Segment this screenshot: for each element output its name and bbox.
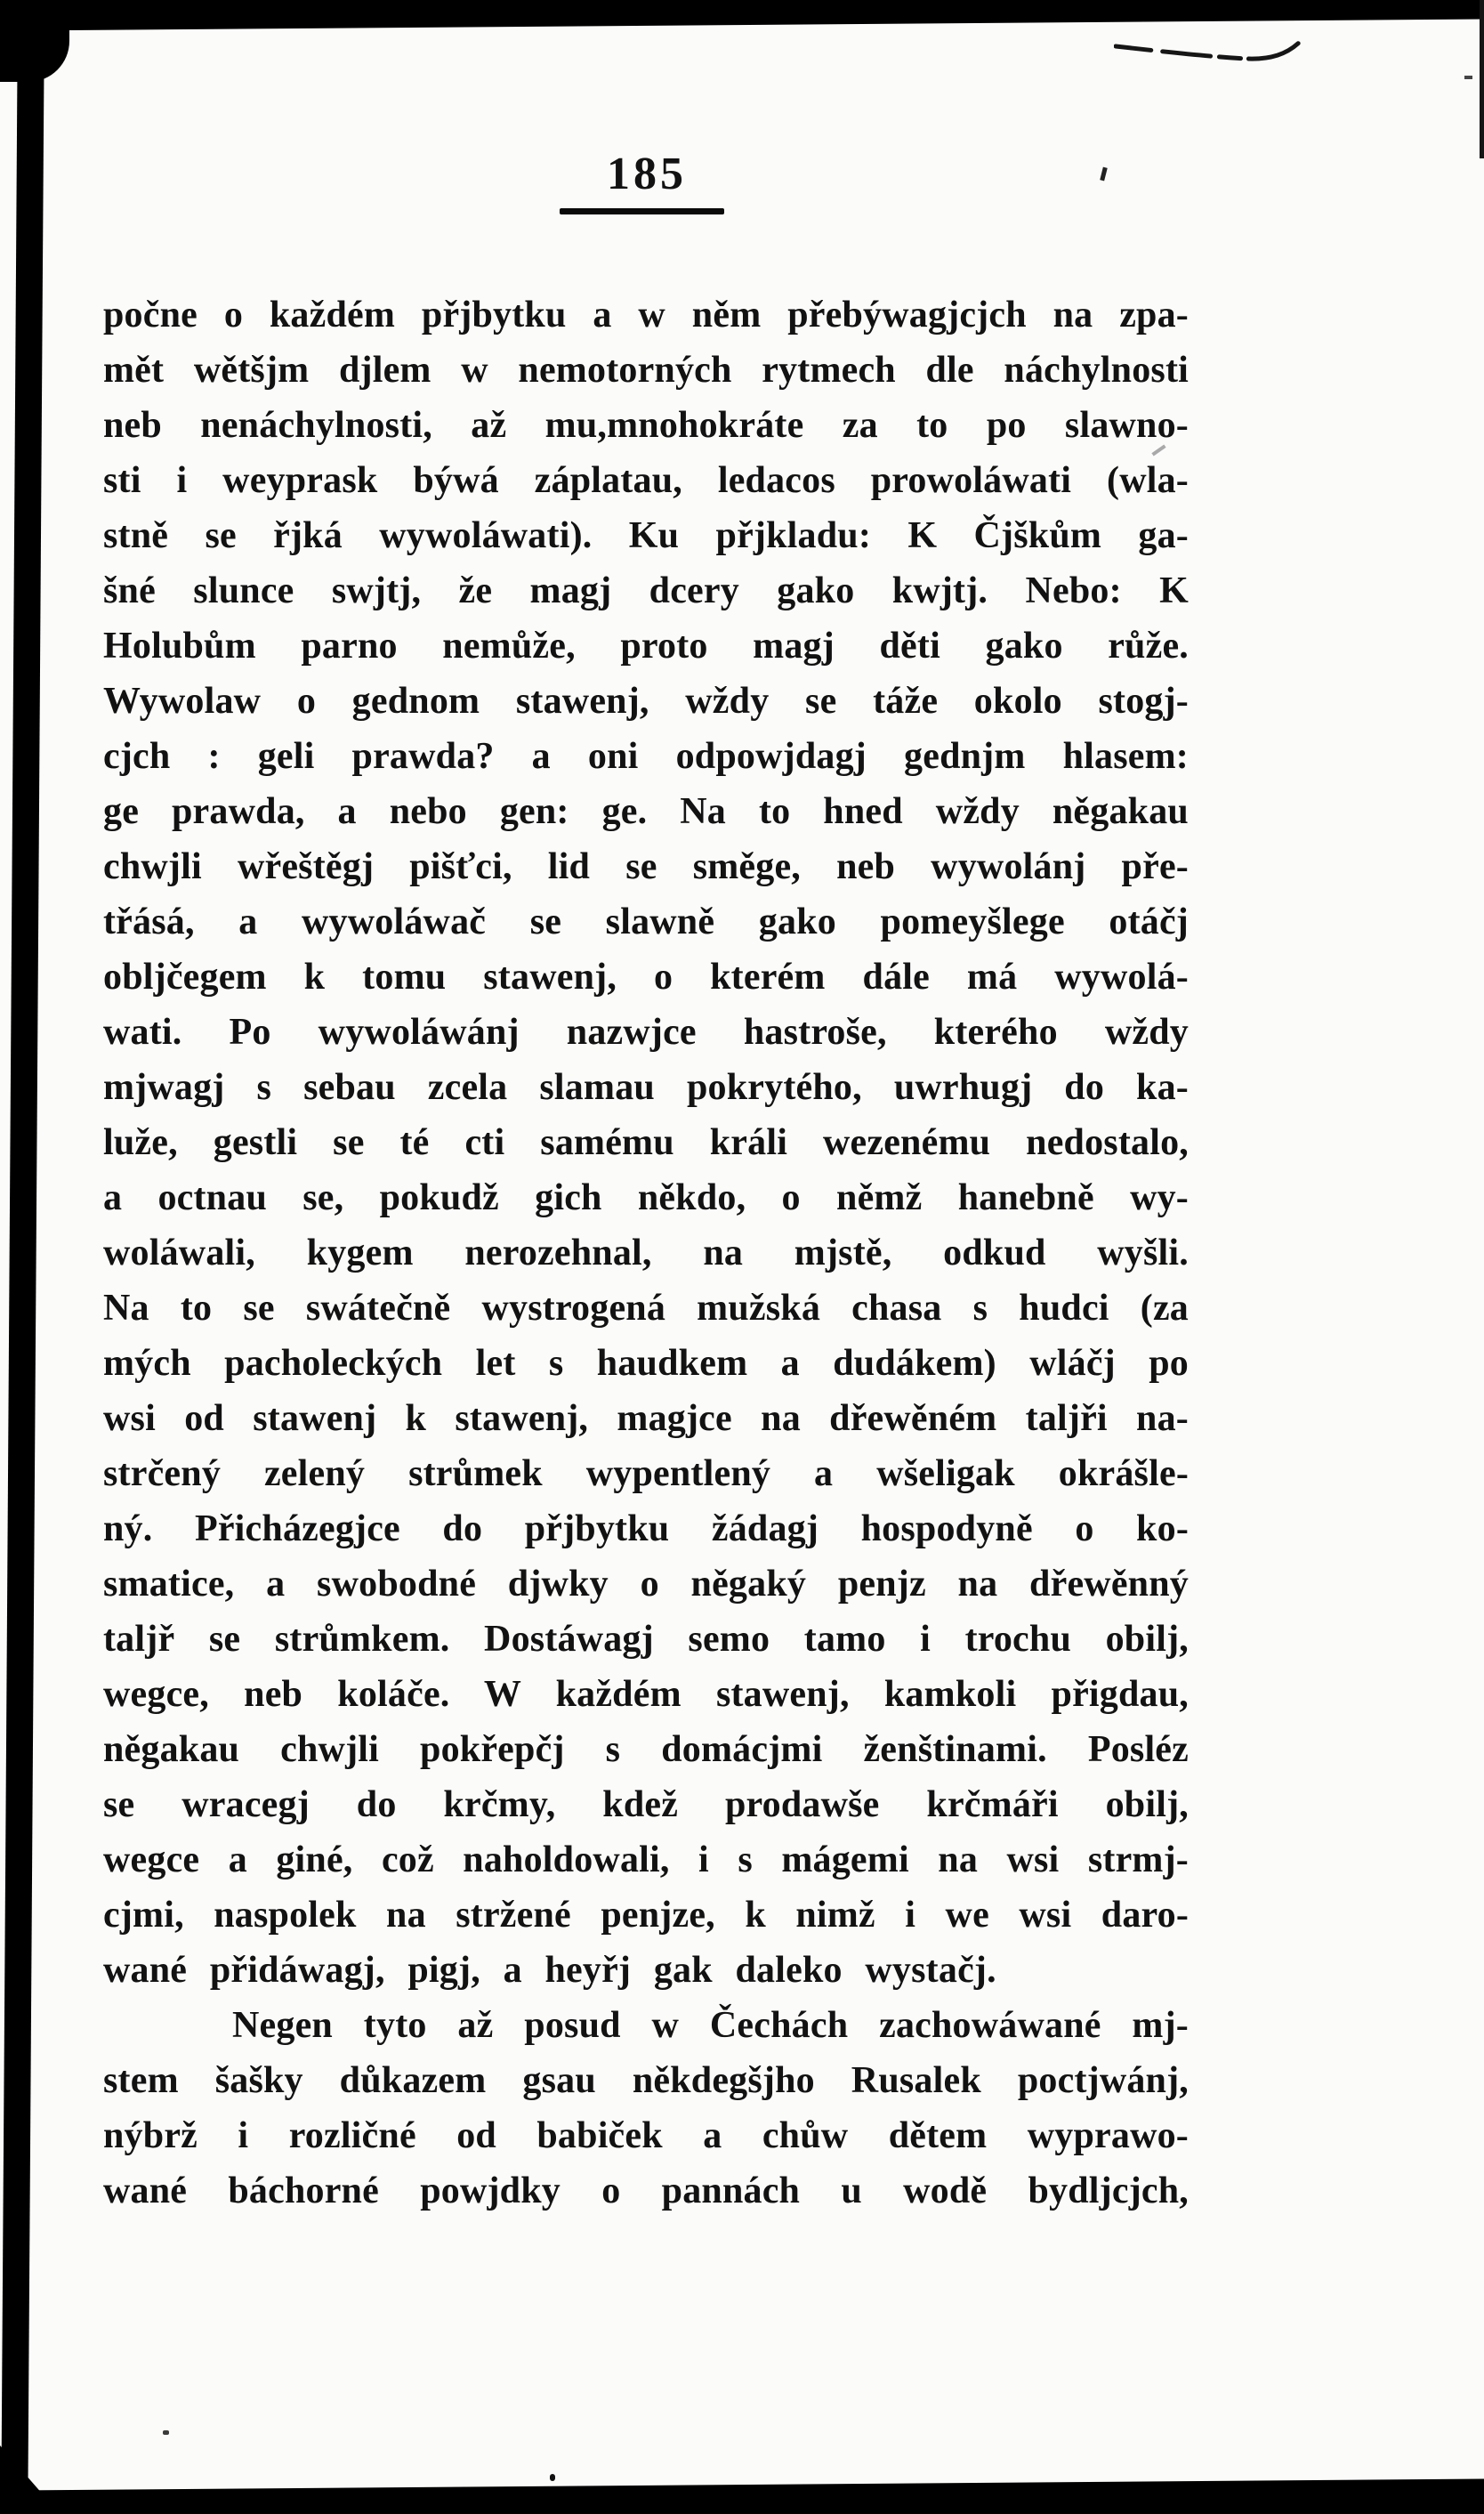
page-number: 185 bbox=[607, 149, 687, 199]
text-line: něgakau chwjli pokřepčj s domácjmi ženštinami. Posléz bbox=[103, 1729, 1189, 1770]
ink-speck bbox=[163, 2430, 169, 2435]
text-line: stně se řjká wywoláwati). Ku přjkladu: K Čjškům ga- bbox=[103, 515, 1189, 556]
top-band-notch bbox=[710, 16, 762, 23]
text-line: wsi od stawenj k stawenj, magjce na dřewěném taljři na- bbox=[103, 1398, 1189, 1439]
text-line: wané přidáwagj, pigj, a heyřj gak daleko wystačj. bbox=[103, 1950, 996, 1991]
text-line: smatice, a swobodné djwky o něgaký penjz na dřewěnný bbox=[103, 1564, 1189, 1605]
text-line: Negen tyto až posud w Čechách zachowáwané mj- bbox=[232, 2005, 1189, 2046]
text-line: ný. Přicházegjce do přjbytku žádagj hospodyně o ko- bbox=[103, 1508, 1189, 1549]
text-line: wegce a giné, což naholdowali, i s mágemi na wsi strmj- bbox=[103, 1839, 1189, 1880]
text-line: woláwali, kygem nerozehnal, na mjstě, odkud wyšli. bbox=[103, 1233, 1189, 1273]
text-line: cjmi, naspolek na stržené penjze, k nimž i we wsi daro- bbox=[103, 1895, 1189, 1936]
text-line: wegce, neb koláče. W každém stawenj, kamkoli přigdau, bbox=[103, 1674, 1189, 1715]
text-line: sti i weyprask býwá záplatau, ledacos prowoláwati (wla- bbox=[103, 460, 1189, 501]
text-line: nýbrž i rozličné od babiček a chůw dětem wyprawo- bbox=[103, 2115, 1189, 2156]
text-line: mět wětšjm djlem w nemotorných rytmech dle náchylnosti bbox=[103, 350, 1189, 391]
text-line: ge prawda, a nebo gen: ge. Na to hned wždy něgakau bbox=[103, 791, 1189, 832]
header-rule bbox=[560, 208, 724, 214]
text-line: stem šašky důkazem gsau někdegšjho Rusalek poctjwánj, bbox=[103, 2060, 1189, 2101]
page-text bbox=[103, 287, 1189, 2219]
text-lines bbox=[103, 287, 1189, 2219]
left-gutter-band bbox=[1, 0, 44, 2514]
text-line: Na to se swátečně wystrogená mužská chasa s hudci (za bbox=[103, 1288, 1189, 1329]
text-line: počne o každém přjbytku a w něm přebýwagjcjch na zpa- bbox=[103, 295, 1189, 335]
ink-speck bbox=[1464, 76, 1472, 79]
text-line: taljř se strůmkem. Dostáwagj semo tamo i trochu obilj, bbox=[103, 1619, 1189, 1660]
ink-speck bbox=[550, 2474, 555, 2481]
text-line: Wywolaw o gednom stawenj, wždy se táže okolo stogj- bbox=[103, 681, 1189, 722]
text-line: třásá, a wywoláwač se slawně gako pomeyšlege otáčj bbox=[103, 901, 1189, 942]
top-band-notch bbox=[416, 20, 447, 27]
bottom-gutter-foot bbox=[0, 2445, 50, 2502]
text-line: a octnau se, pokudž gich někdo, o němž hanebně wy- bbox=[103, 1177, 1189, 1218]
text-line: mých pacholeckých let s haudkem a dudákem) wláčj po bbox=[103, 1343, 1189, 1384]
corner-dashes-mark bbox=[1114, 36, 1305, 71]
text-line: cjch : geli prawda? a oni odpowjdagj gednjm hlasem: bbox=[103, 736, 1189, 777]
text-line: strčený zelený strůmek wypentlený a wšeligak okrášle- bbox=[103, 1453, 1189, 1494]
top-band-notch bbox=[544, 18, 585, 23]
right-edge-line bbox=[1480, 0, 1484, 158]
text-line: chwjli wřeštěgj pišťci, lid se směge, neb wywolánj pře- bbox=[103, 846, 1189, 887]
text-line: šné slunce swjtj, že magj dcery gako kwjtj. Nebo: K bbox=[103, 570, 1189, 611]
text-line: obljčegem k tomu stawenj, o kterém dále má wywolá- bbox=[103, 957, 1189, 998]
text-line: neb nenáchylnosti, až mu,mnohokráte za to po slawno- bbox=[103, 405, 1189, 446]
text-line: Holubům parno nemůže, proto magj děti gako růže. bbox=[103, 626, 1189, 667]
text-line: luže, gestli se té cti samému králi wezenému nedostalo, bbox=[103, 1122, 1189, 1163]
top-band-notch bbox=[941, 13, 984, 20]
text-line: wati. Po wywoláwánj nazwjce hastroše, kterého wždy bbox=[103, 1012, 1189, 1053]
top-band-notch bbox=[831, 14, 863, 20]
bottom-edge-band bbox=[0, 2478, 1484, 2514]
text-line: mjwagj s sebau zcela slamau pokrytého, uwrhugj do ka- bbox=[103, 1067, 1189, 1108]
text-line: se wracegj do krčmy, kdež prodawše krčmáři obilj, bbox=[103, 1784, 1189, 1825]
text-line: wané báchorné powjdky o pannách u wodě bydljcjch, bbox=[103, 2170, 1189, 2211]
